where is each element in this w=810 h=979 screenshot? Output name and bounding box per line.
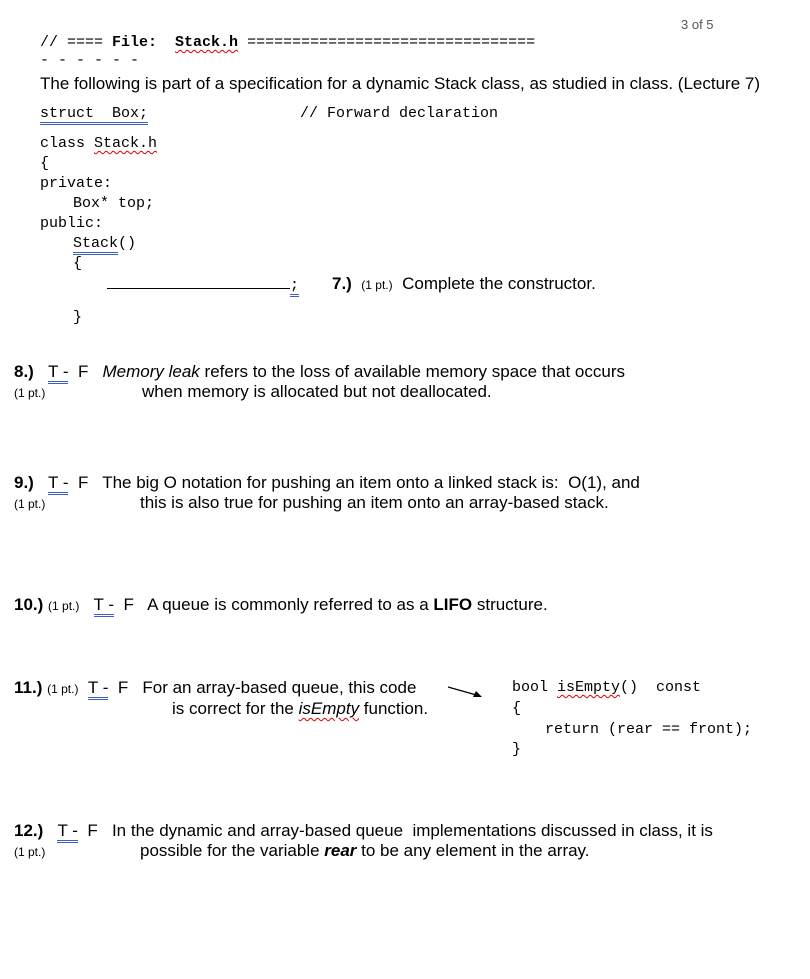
q11-number: 11.) <box>14 678 43 697</box>
code-func-name: isEmpty <box>557 679 621 696</box>
q10-term: LIFO <box>433 595 473 614</box>
class-keyword: class <box>40 135 95 152</box>
header-prefix: // ==== <box>40 34 113 51</box>
class-open-brace: { <box>40 155 50 172</box>
public-keyword: public: <box>40 215 104 232</box>
q10-true-option[interactable]: T - <box>94 596 114 617</box>
q7-number: 7.) <box>332 274 352 293</box>
is-empty-open-brace: { <box>512 700 522 717</box>
q8-term: Memory leak <box>102 362 200 381</box>
is-empty-close-brace: } <box>512 741 522 758</box>
header-suffix: ================================ <box>238 34 536 51</box>
q12-true-option[interactable]: T - <box>57 822 77 843</box>
forward-comment: // Forward declaration <box>300 105 499 122</box>
q11-line1: For an array-based queue, this code <box>142 678 417 697</box>
q12-line1: In the dynamic and array-based queue implementations discussed in class, it is <box>111 821 713 840</box>
member-declaration: Box* top; <box>73 195 155 212</box>
answer-blank[interactable] <box>107 276 299 294</box>
class-name: Stack.h <box>94 135 158 152</box>
q11-true-option[interactable]: T - <box>88 679 108 700</box>
q9-points: (1 pt.) <box>14 497 46 511</box>
q11-line2-post: function. <box>359 699 429 718</box>
q12-line2-post: to be any element in the array. <box>356 841 590 860</box>
q11-func: isEmpty <box>298 699 360 718</box>
constructor-parens: () <box>118 235 137 252</box>
question-11 <box>14 678 416 700</box>
q12-line2-pre: possible for the variable <box>140 841 325 860</box>
q10-points: (1 pt.) <box>48 599 80 613</box>
class-declaration <box>40 135 157 152</box>
q9-false-option[interactable]: F <box>77 473 89 492</box>
intro-text: The following is part of a specification for a dynamic Stack class, as studied in class. (Lecture 7) <box>40 74 760 93</box>
is-empty-body: return (rear == front); <box>545 721 753 738</box>
q9-true-option[interactable]: T - <box>48 474 68 495</box>
q10-false-option[interactable]: F <box>123 595 134 614</box>
constructor-open-brace: { <box>73 255 83 272</box>
constructor-name: Stack <box>73 235 118 255</box>
blank-line <box>107 287 290 289</box>
q11-line2-pre: is correct for the <box>172 699 299 718</box>
header-dashes: - - - - - - <box>40 52 140 69</box>
file-label: File: <box>112 34 158 51</box>
private-keyword: private: <box>40 175 113 192</box>
q8-line1: refers to the loss of available memory space that occurs <box>199 362 626 381</box>
q12-false-option[interactable]: F <box>87 821 98 840</box>
page-number: 3 of 5 <box>681 17 714 32</box>
q8-true-option[interactable]: T - <box>48 363 68 384</box>
q11-line2 <box>172 699 428 719</box>
question-9 <box>14 473 640 495</box>
q12-term: rear <box>324 841 357 860</box>
question-8 <box>14 362 625 384</box>
q12-number: 12.) <box>14 821 44 840</box>
struct-declaration <box>40 105 148 122</box>
q9-line2: this is also true for pushing an item onto an array-based stack. <box>140 493 609 512</box>
q10-text-pre: A queue is commonly referred to as a <box>147 595 434 614</box>
q12-line2 <box>140 841 590 861</box>
q9-line1: The big O notation for pushing an item onto a linked stack is: O(1), and <box>102 473 640 492</box>
struct-line: struct Box; <box>40 105 148 125</box>
blank-semicolon: ; <box>290 277 299 297</box>
code-bool-keyword: bool <box>512 679 558 696</box>
q11-false-option[interactable]: F <box>117 678 129 697</box>
q9-number: 9.) <box>14 473 34 492</box>
q8-number: 8.) <box>14 362 34 381</box>
code-rest: () const <box>620 679 702 696</box>
question-10 <box>14 595 548 617</box>
question-7 <box>332 274 596 294</box>
constructor-signature <box>73 235 136 252</box>
file-name: Stack.h <box>175 34 239 51</box>
is-empty-signature <box>512 679 701 696</box>
q7-points: (1 pt.) <box>361 278 393 292</box>
arrow-icon <box>446 683 486 701</box>
q8-points: (1 pt.) <box>14 386 46 400</box>
q11-points: (1 pt.) <box>47 682 79 696</box>
q10-text-post: structure. <box>472 595 548 614</box>
q7-text: Complete the constructor. <box>402 274 596 293</box>
q8-line2: when memory is allocated but not deallocated. <box>142 382 492 401</box>
file-header <box>40 34 535 51</box>
q10-number: 10.) <box>14 595 44 614</box>
question-12 <box>14 821 713 843</box>
q12-points: (1 pt.) <box>14 845 46 859</box>
constructor-close-brace: } <box>73 309 83 326</box>
q8-false-option[interactable]: F <box>77 362 89 381</box>
